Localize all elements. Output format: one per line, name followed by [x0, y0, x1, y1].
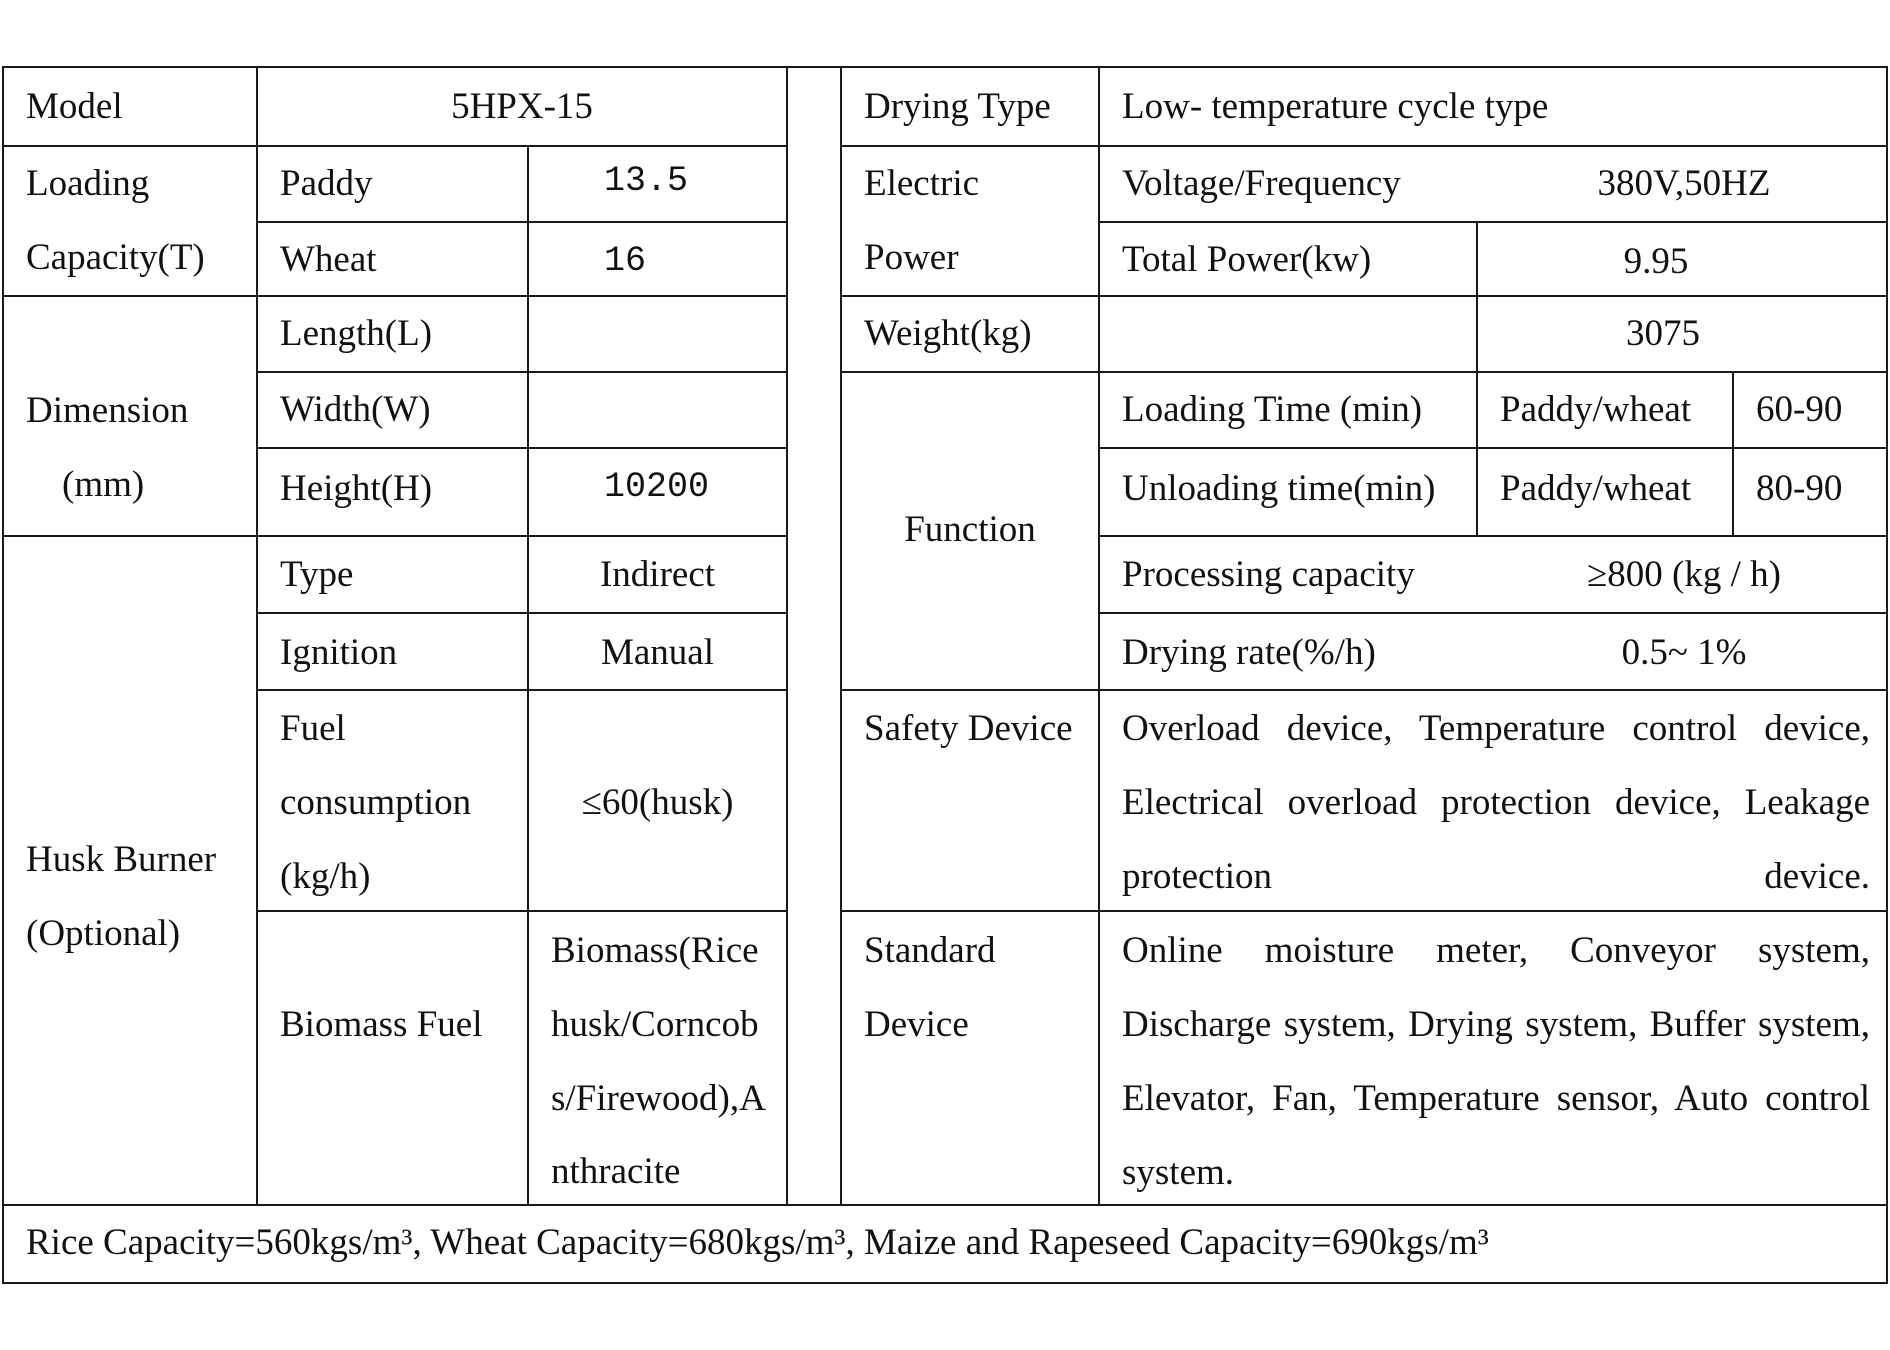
paddy-value: 13.5	[604, 161, 689, 201]
standard-device-label-line1: Standard	[864, 930, 996, 971]
biomass-fuel-value-line2: husk/Corncob	[551, 1004, 759, 1045]
unloading-time-value: 80-90	[1756, 468, 1843, 509]
standard-device-label-line2: Device	[864, 1004, 969, 1045]
fuel-consumption-label-line3: (kg/h)	[280, 856, 371, 897]
dimension-label-line1: Dimension	[26, 390, 189, 431]
length-label: Length(L)	[280, 313, 433, 354]
loading-capacity-label-line2: Capacity(T)	[26, 237, 205, 278]
unloading-time-grain: Paddy/wheat	[1500, 468, 1692, 509]
spec-table	[2, 66, 1888, 1284]
loading-capacity-label-line1: Loading	[26, 163, 150, 204]
paddy-label: Paddy	[280, 163, 373, 204]
fuel-consumption-label-line1: Fuel	[280, 708, 346, 749]
total-power-label: Total Power(kw)	[1122, 239, 1372, 280]
processing-capacity-label: Processing capacity	[1122, 554, 1415, 595]
width-value	[529, 373, 786, 447]
voltage-frequency-value: 380V,50HZ	[1597, 163, 1771, 204]
drying-type-label: Drying Type	[864, 86, 1051, 127]
wheat-label: Wheat	[280, 239, 377, 280]
total-power-value: 9.95	[1623, 241, 1689, 282]
weight-label: Weight(kg)	[864, 313, 1032, 354]
electric-power-label-line2: Power	[864, 237, 959, 278]
biomass-fuel-value-line3: s/Firewood),A	[551, 1078, 766, 1119]
standard-device-value: Online moisture meter, Conveyor system, Discharge system, Drying system, Buffer system, Elevator, Fan, Temperature sensor, Auto control system.	[1122, 930, 1870, 1193]
safety-device-label: Safety Device	[864, 708, 1073, 749]
burner-type-label: Type	[280, 554, 354, 595]
burner-type-value: Indirect	[599, 554, 716, 595]
model-label: Model	[26, 86, 123, 127]
unloading-time-label: Unloading time(min)	[1122, 468, 1436, 509]
weight-value: 3075	[1626, 313, 1700, 354]
voltage-frequency-label: Voltage/Frequency	[1122, 163, 1401, 204]
function-label: Function	[904, 509, 1036, 550]
safety-device-value: Overload device, Temperature control device, Electrical overload protection device, Leakage protection device.	[1122, 708, 1870, 897]
husk-burner-label-line2: (Optional)	[26, 913, 181, 954]
length-value	[529, 297, 786, 371]
ignition-value: Manual	[600, 632, 715, 673]
fuel-consumption-value: ≤60(husk)	[581, 782, 734, 823]
biomass-fuel-value-line1: Biomass(Rice	[551, 930, 759, 971]
processing-capacity-value: ≥800 (kg / h)	[1587, 554, 1781, 595]
height-label: Height(H)	[280, 468, 433, 509]
ignition-label: Ignition	[280, 632, 398, 673]
loading-time-grain: Paddy/wheat	[1500, 389, 1692, 430]
biomass-fuel-label: Biomass Fuel	[280, 1004, 483, 1045]
dimension-label-line2: (mm)	[62, 464, 145, 505]
footer-note: Rice Capacity=560kgs/m³, Wheat Capacity=680kgs/m³, Maize and Rapeseed Capacity=690kgs/m³	[26, 1222, 1489, 1263]
fuel-consumption-label-line2: consumption	[280, 782, 472, 823]
wheat-value: 16	[604, 241, 647, 281]
drying-rate-label: Drying rate(%/h)	[1122, 632, 1376, 673]
drying-type-value: Low- temperature cycle type	[1122, 86, 1549, 127]
height-value: 10200	[604, 467, 710, 507]
width-label: Width(W)	[280, 389, 431, 430]
loading-time-label: Loading Time (min)	[1122, 389, 1423, 430]
loading-time-value: 60-90	[1756, 389, 1843, 430]
biomass-fuel-value-line4: nthracite	[551, 1151, 681, 1192]
husk-burner-label-line1: Husk Burner	[26, 839, 217, 880]
electric-power-label-line1: Electric	[864, 163, 980, 204]
model-value: 5HPX-15	[451, 86, 593, 127]
drying-rate-value: 0.5~ 1%	[1621, 632, 1747, 673]
